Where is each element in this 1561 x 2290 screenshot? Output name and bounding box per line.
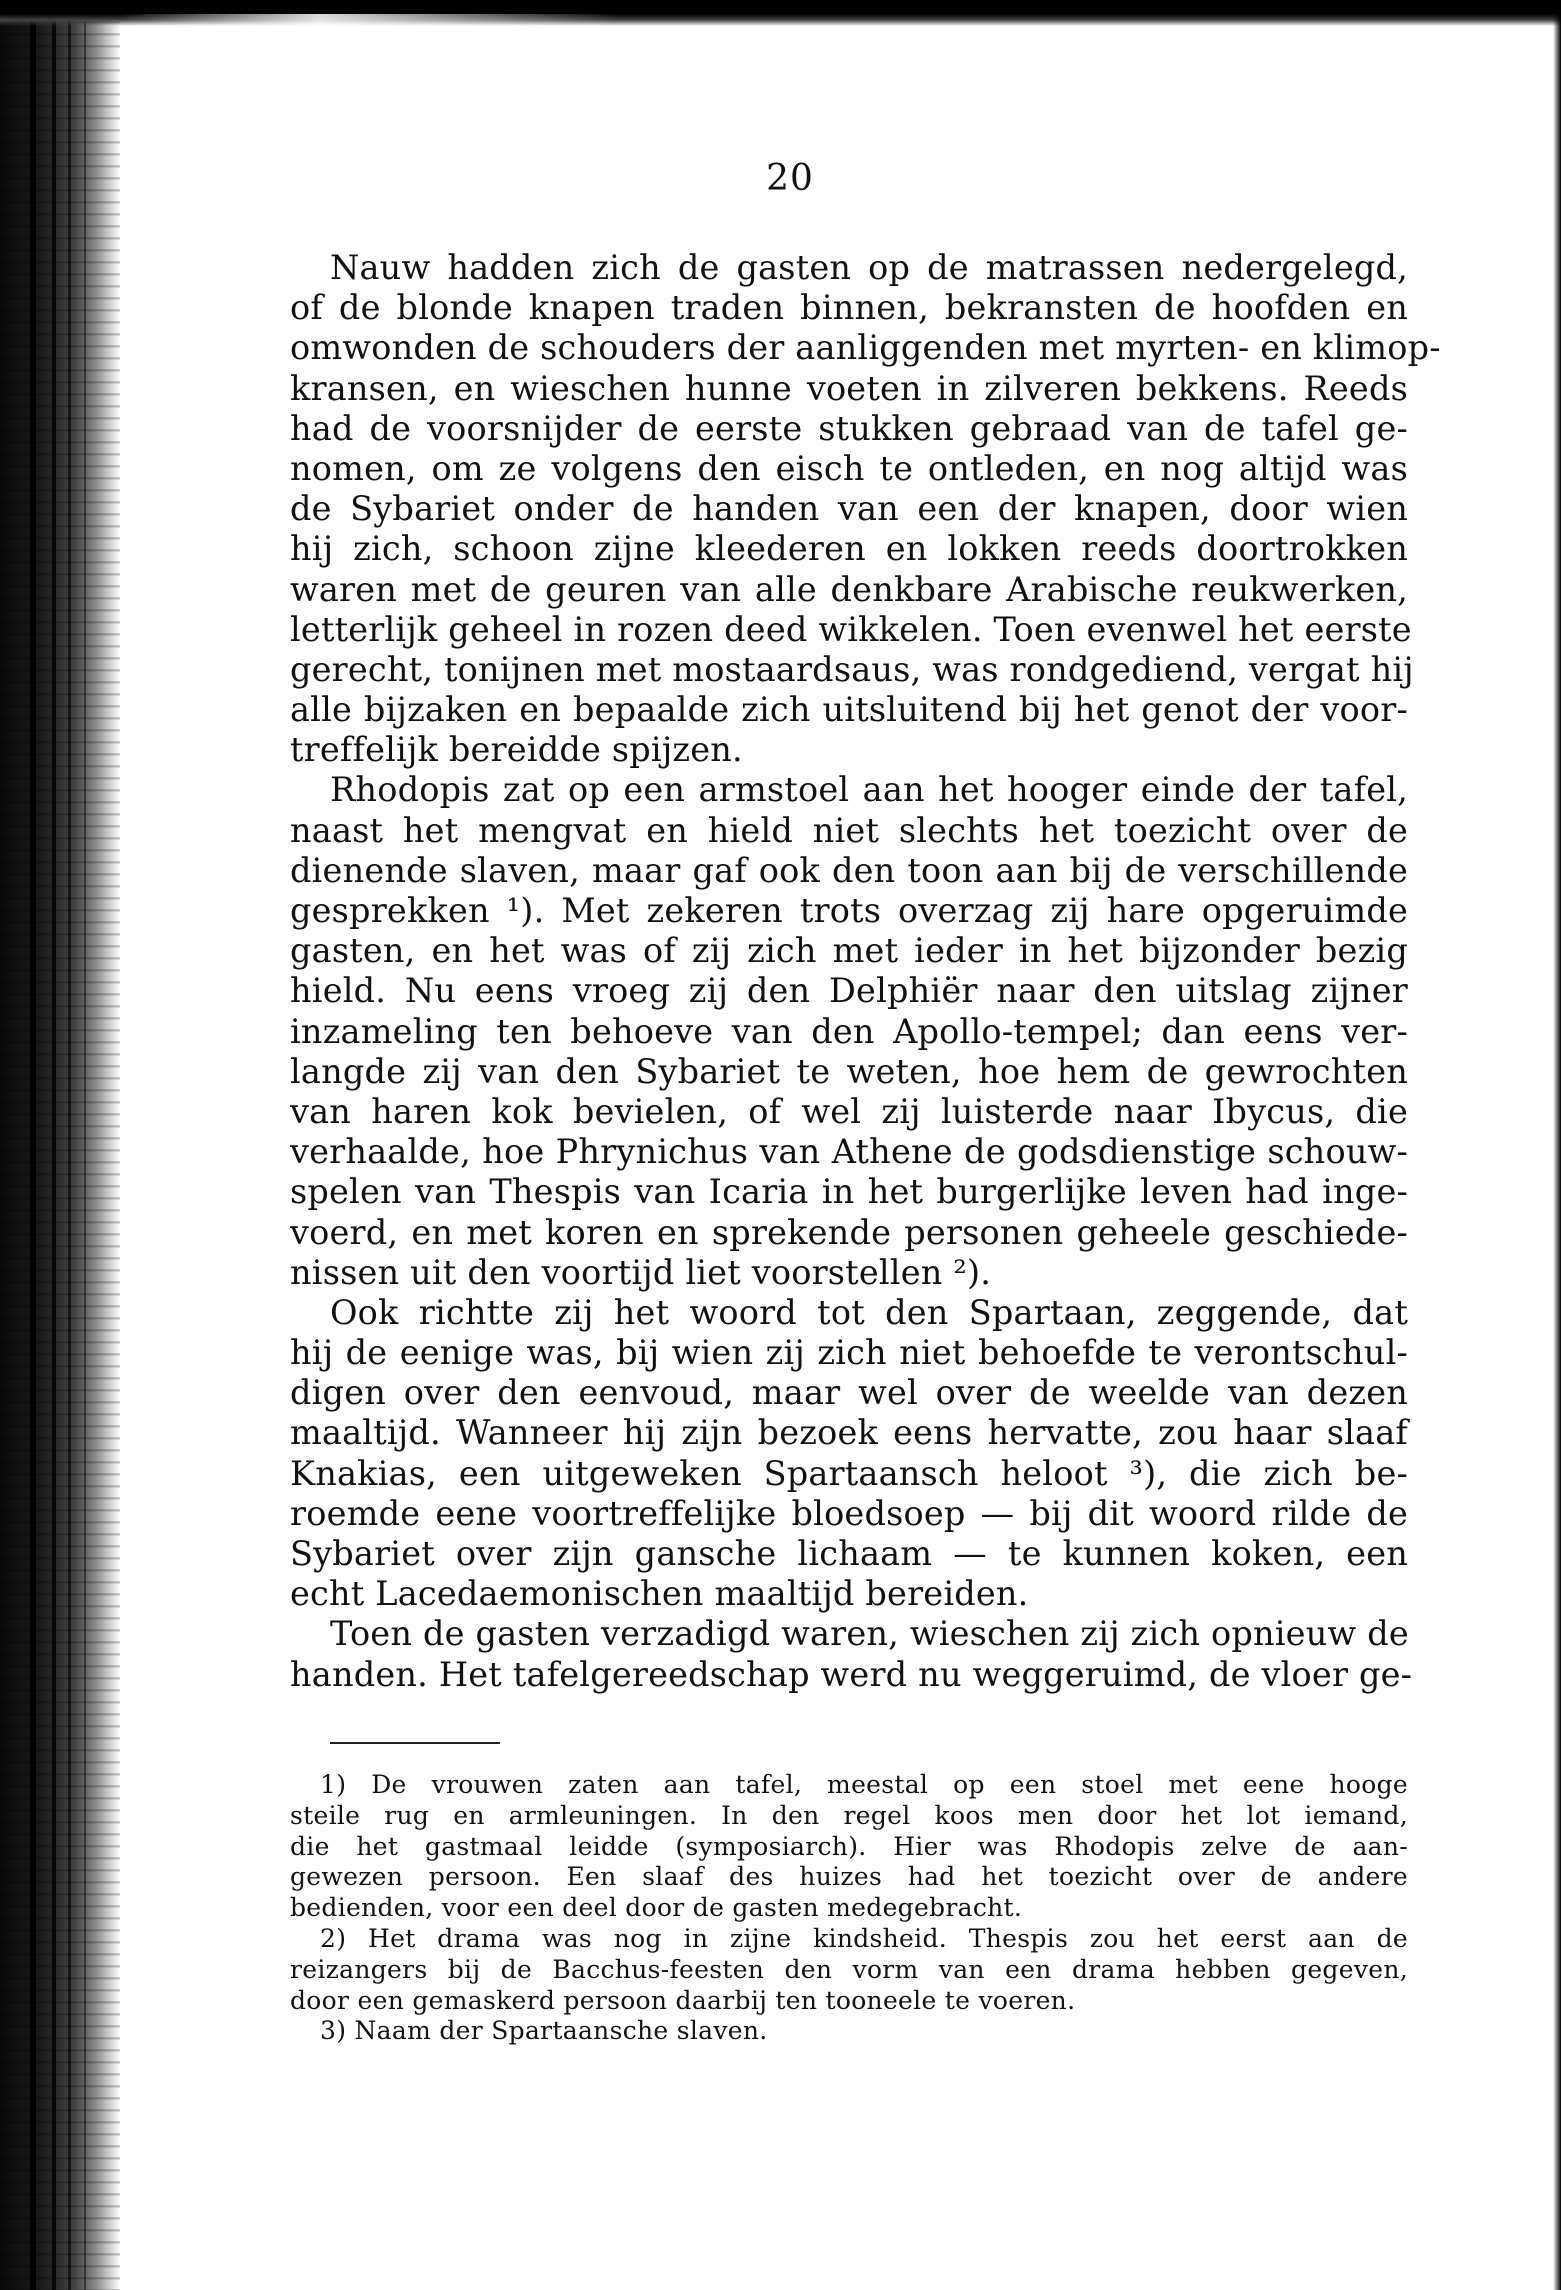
paragraph-2 [290,770,1408,1292]
body-text [290,248,1441,1695]
text-line: langde zij van den Sybariet te weten, hoe hem de gewrochten [290,1051,1408,1091]
scan-right-edge [1553,0,1561,2290]
footnote-line: steile rug en armleuningen. In den regel koos men door het lot iemand, [290,1800,1408,1830]
text-line: dienende slaven, maar gaf ook den toon aan bij de verschillende [290,850,1408,890]
text-line: Ook richtte zij het woord tot den Spartaan, zeggende, dat [330,1292,1408,1332]
text-line: treffelijk bereidde spijzen. [290,730,743,770]
text-line: voerd, en met koren en sprekende personen geheele geschiede- [290,1212,1408,1252]
text-line: naast het mengvat en hield niet slechts het toezicht over de [290,810,1408,850]
text-line: had de voorsnijder de eerste stukken gebraad van de tafel ge- [290,408,1408,448]
text-line: spelen van Thespis van Icaria in het burgerlijke leven had inge- [290,1172,1408,1212]
text-line: gasten, en het was of zij zich met ieder in het bijzonder bezig [290,931,1408,971]
scan-binding-shadow [0,0,120,2290]
scan-top-edge-fade [120,14,620,28]
paragraph-4 [290,1614,1413,1694]
footnote-line: 1) De vrouwen zaten aan tafel, meestal op een stoel met eene hooge [320,1770,1408,1799]
scan-binding-streak [30,0,36,2290]
paragraph-3 [290,1293,1408,1615]
text-line: nissen uit den voortijd liet voorstellen ²). [290,1252,992,1292]
text-line: gesprekken ¹). Met zekeren trots overzag zij hare opgeruimde [290,891,1408,930]
footnote-separator [330,1742,500,1744]
text-line: roemde eene voortreffelijke bloedsoep — bij dit woord rilde de [290,1493,1408,1533]
text-line: Sybariet over zijn gansche lichaam — te kunnen koken, een [290,1534,1408,1573]
text-line: Nauw hadden zich de gasten op de matrassen nedergelegd, [330,248,1408,287]
paragraph-1 [290,248,1441,770]
text-line: hield. Nu eens vroeg zij den Delphiër naar den uitslag zijner [290,971,1408,1011]
footnotes [290,1770,1408,2047]
text-line: handen. Het tafelgereedschap werd nu weggeruimd, de vloer ge- [290,1654,1413,1694]
scan-binding-streak [68,0,71,2290]
text-line: inzameling ten behoeve van den Apollo-tempel; dan eens ver- [290,1011,1408,1051]
footnote-line: reizangers bij de Bacchus-feesten den vorm van een drama hebben gegeven, [290,1954,1408,1984]
text-line: hij zich, schoon zijne kleederen en lokken reeds doortrokken [290,529,1408,569]
footnote-line: door een gemaskerd persoon daarbij ten tooneele te voeren. [290,1985,1076,2015]
text-line: waren met de geuren van alle denkbare Arabische reukwerken, [290,569,1408,609]
text-line: nomen, om ze volgens den eisch te ontleden, en nog altijd was [290,448,1408,488]
scan-binding-streak [52,0,56,2290]
text-line: verhaalde, hoe Phrynichus van Athene de godsdienstige schouw- [290,1132,1408,1172]
text-line: de Sybariet onder de handen van een der knapen, door wien [290,489,1408,529]
footnote-3 [290,2016,1408,2047]
text-line: echt Lacedaemonischen maaltijd bereiden. [290,1574,1029,1614]
text-line: Knakias, een uitgeweken Spartaansch heloot ³), die zich be- [290,1453,1408,1493]
footnote-1 [290,1770,1408,1924]
text-line: digen over den eenvoud, maar wel over de weelde van dezen [290,1373,1408,1413]
text-line: kransen, en wieschen hunne voeten in zilveren bekkens. Reeds [290,368,1408,408]
text-line: of de blonde knapen traden binnen, bekransten de hoofden en [290,288,1408,328]
text-line: omwonden de schouders der aanliggenden met myrten- en klimop- [290,328,1441,368]
text-line: gerecht, tonijnen met mostaardsaus, was rondgediend, vergat hij [290,649,1414,689]
text-line: Toen de gasten verzadigd waren, wieschen zij zich opnieuw de [330,1614,1409,1654]
text-line: alle bijzaken en bepaalde zich uitsluitend bij het genot der voor- [290,690,1408,730]
footnote-line: 3) Naam der Spartaansche slaven. [320,2016,768,2046]
footnote-line: 2) Het drama was nog in zijne kindsheid. Thespis zou het eerst aan de [320,1923,1408,1953]
footnote-line: bedienden, voor een deel door de gasten medegebracht. [290,1893,1023,1923]
footnote-line: gewezen persoon. Een slaaf des huizes had het toezicht over de andere [290,1862,1408,1892]
footnote-2 [290,1924,1408,2016]
text-line: Rhodopis zat op een armstoel aan het hooger einde der tafel, [330,770,1408,810]
text-line: maaltijd. Wanneer hij zijn bezoek eens hervatte, zou haar slaaf [290,1413,1408,1453]
text-line: letterlijk geheel in rozen deed wikkelen. Toen evenwel het eerste [290,609,1412,649]
scan-binding-streak [84,0,86,2290]
footnote-line: die het gastmaal leidde (symposiarch). Hier was Rhodopis zelve de aan- [290,1831,1408,1861]
text-line: van haren kok bevielen, of wel zij luisterde naar Ibycus, die [290,1091,1408,1131]
text-line: hij de eenige was, bij wien zij zich niet behoefde te verontschul- [290,1333,1408,1373]
page-number: 20 [766,158,814,199]
